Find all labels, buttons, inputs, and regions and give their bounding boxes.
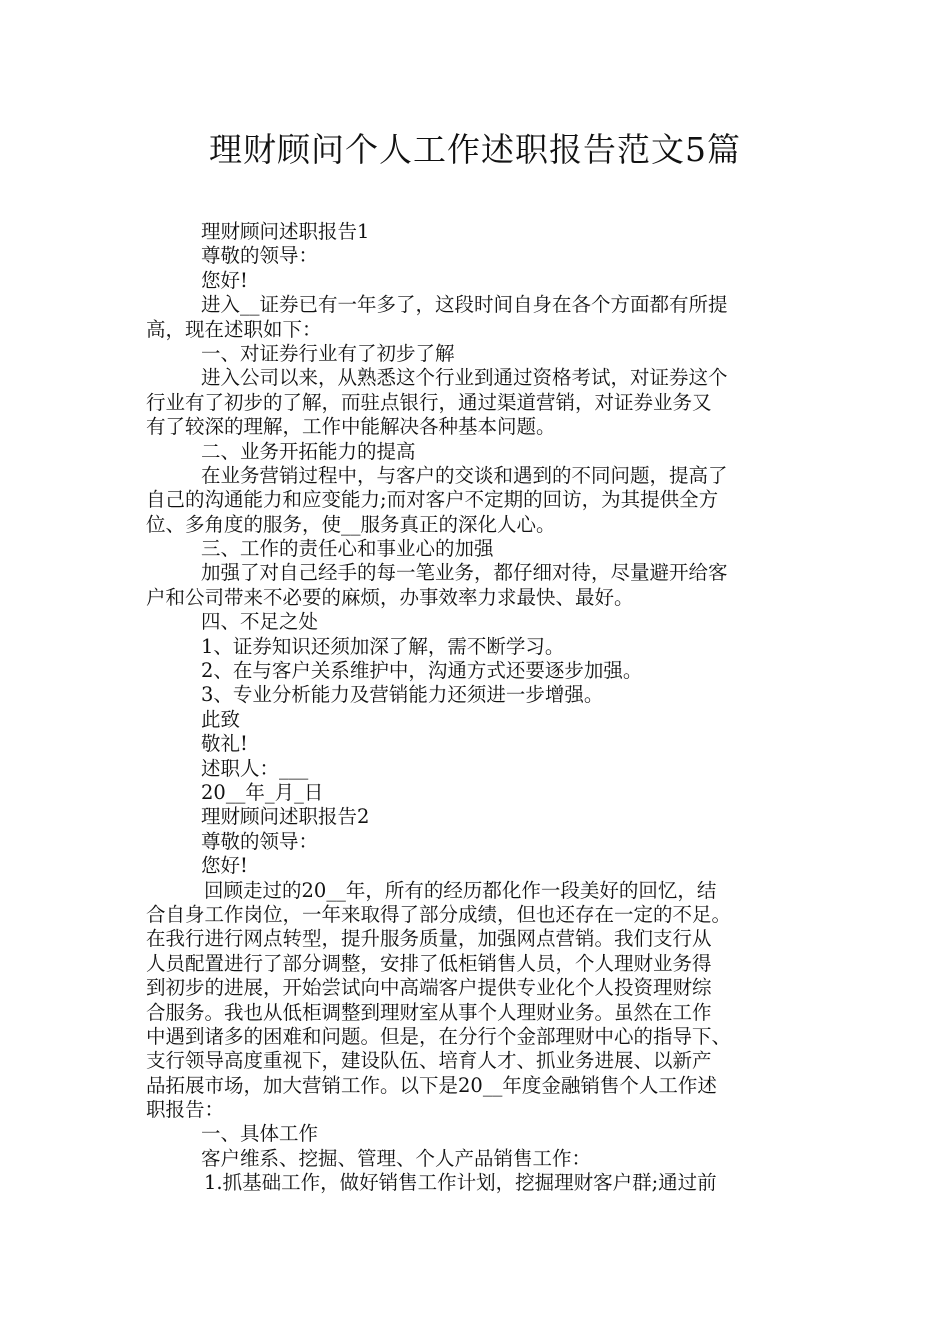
text-line: 合服务。我也从低柜调整到理财室从事个人理财业务。虽然在工作 — [146, 1000, 712, 1024]
document-title: 理财顾问个人工作述职报告范文5篇 — [209, 130, 741, 169]
text-line: 支行领导高度重视下，建设队伍、培育人才、抓业务进展、以新产 — [146, 1049, 712, 1073]
text-line: 自己的沟通能力和应变能力;而对客户不定期的回访，为其提供全方 — [146, 488, 719, 512]
text-line: 客户维系、挖掘、管理、个人产品销售工作： — [201, 1146, 592, 1170]
text-line: 合自身工作岗位，一年来取得了部分成绩，但也还存在一定的不足。 — [146, 902, 732, 926]
text-line: 行业有了初步的了解，而驻点银行，通过渠道营销，对证券业务又 — [146, 390, 712, 414]
text-line: 您好! — [201, 854, 248, 878]
text-line: 20__年_月_日 — [201, 780, 324, 804]
text-line: 述职人：___ — [201, 756, 309, 780]
text-line: 高，现在述职如下： — [146, 317, 322, 341]
text-line: 您好! — [201, 268, 248, 292]
text-line: 敬礼! — [201, 732, 248, 756]
text-line: 加强了对自己经手的每一笔业务，都仔细对待，尽量避开给客 — [201, 561, 728, 585]
text-line: 品拓展市场，加大营销工作。以下是20__年度金融销售个人工作述 — [146, 1073, 717, 1097]
text-line: 进入公司以来，从熟悉这个行业到通过资格考试，对证券这个 — [201, 366, 728, 390]
text-line: 此致 — [201, 707, 241, 731]
text-line: 尊敬的领导： — [201, 829, 319, 853]
text-line: 位、多角度的服务，使__服务真正的深化人心。 — [146, 512, 556, 536]
text-line: 在我行进行网点转型，提升服务质量，加强网点营销。我们支行从 — [146, 927, 712, 951]
text-line: 在业务营销过程中，与客户的交谈和遇到的不同问题，提高了 — [201, 463, 728, 487]
text-line: 尊敬的领导： — [201, 244, 319, 268]
text-line: 理财顾问述职报告2 — [201, 805, 370, 829]
text-line: 回顾走过的20__年，所有的经历都化作一段美好的回忆，结 — [204, 878, 717, 902]
text-line: 四、不足之处 — [201, 610, 319, 634]
text-line: 1.抓基础工作，做好销售工作计划，挖掘理财客户群;通过前 — [204, 1171, 717, 1195]
text-line: 理财顾问述职报告1 — [201, 220, 370, 243]
text-line: 进入__证券已有一年多了，这段时间自身在各个方面都有所提 — [201, 293, 728, 317]
text-line: 1、证券知识还须加深了解，需不断学习。 — [201, 634, 565, 658]
text-line: 有了较深的理解，工作中能解决各种基本问题。 — [146, 415, 556, 439]
text-line: 二、业务开拓能力的提高 — [201, 439, 416, 463]
text-line: 3、专业分析能力及营销能力还须进一步增强。 — [201, 683, 604, 707]
text-line: 到初步的进展，开始尝试向中高端客户提供专业化个人投资理财综 — [146, 976, 712, 1000]
text-line: 一、对证券行业有了初步了解 — [201, 341, 455, 365]
text-line: 职报告： — [146, 1098, 225, 1122]
text-line: 中遇到诸多的困难和问题。但是，在分行个金部理财中心的指导下、 — [146, 1024, 732, 1048]
text-line: 2、在与客户关系维护中，沟通方式还要逐步加强。 — [201, 659, 643, 683]
document-body — [146, 220, 822, 1196]
text-line: 三、工作的责任心和事业心的加强 — [201, 537, 494, 561]
text-line: 一、具体工作 — [201, 1122, 319, 1146]
text-line: 户和公司带来不必要的麻烦，办事效率力求最快、最好。 — [146, 585, 634, 609]
text-line: 人员配置进行了部分调整，安排了低柜销售人员，个人理财业务得 — [146, 951, 712, 975]
